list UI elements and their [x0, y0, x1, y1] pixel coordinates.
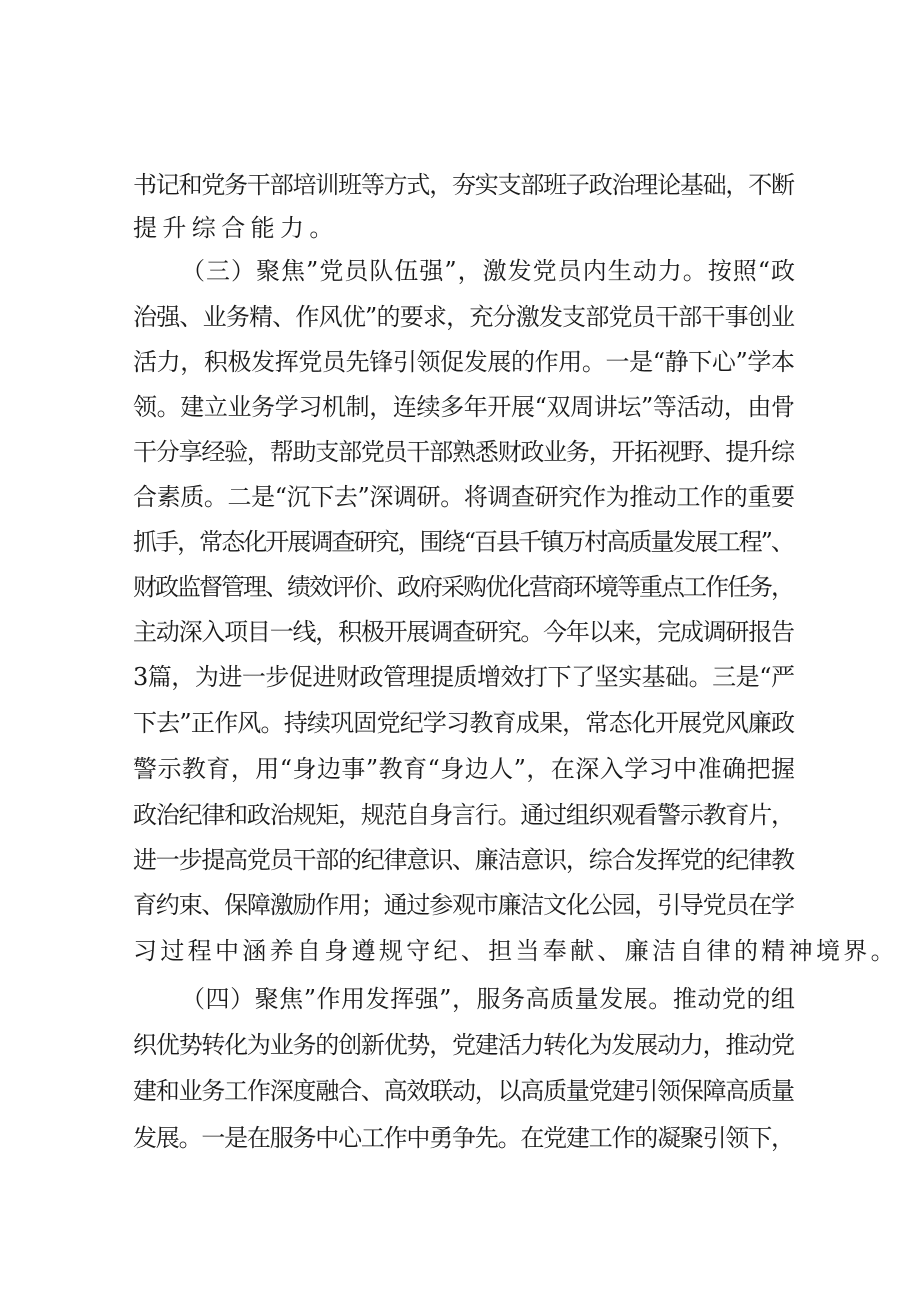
line-text: 下去”正作风。持续巩固党纪学习教育成果，常态化开展党风廉政 [133, 709, 795, 737]
line-text: 3篇，为进一步促进财政管理提质增效打下了坚实基础。三是“严 [133, 663, 795, 691]
line-text: 财政监督管理、绩效评价、政府采购优化营商环境等重点工作任务， [133, 573, 793, 601]
line-text: 干分享经验，帮助支部党员干部熟悉财政业务，开拓视野、提升综 [133, 438, 794, 466]
line-text: 警示教育，用“身边事”教育“身边人”，在深入学习中准确把握 [133, 755, 796, 783]
line-text: 抓手，常态化开展调查研究，围绕“百县千镇万村高质量发展工程”、 [133, 528, 794, 556]
line-text: 政治纪律和政治规矩，规范自身言行。通过组织观看警示教育片， [133, 801, 794, 829]
line-text: 主动深入项目一线，积极开展调查研究。今年以来，完成调研报告 [133, 618, 794, 646]
line-text: 发展。一是在服务中心工作中勇争先。在党建工作的凝聚引领下， [133, 1124, 794, 1152]
line-text: （四）聚焦”作用发挥强”，服务高质量发展。推动党的组 [181, 985, 796, 1013]
line-text: 书记和党务干部培训班等方式，夯实支部班子政治理论基础，不断 [133, 171, 794, 199]
line-text: 提升综合能力。 [133, 214, 339, 242]
line-text: 建和业务工作深度融合、高效联动，以高质量党建引领保障高质量 [133, 1077, 794, 1105]
line-text: 织优势转化为业务的创新优势，党建活力转化为发展动力，推动党 [133, 1031, 794, 1059]
line-text: 进一步提高党员干部的纪律意识、廉洁意识，综合发挥党的纪律教 [133, 846, 794, 874]
line-text: 领。建立业务学习机制，连续多年开展“双周讲坛”等活动，由骨 [133, 393, 795, 421]
line-text: （三）聚焦”党员队伍强”，激发党员内生动力。按照“政 [181, 257, 797, 285]
line-text: 治强、业务精、作风优”的要求，充分激发支部党员干部干事创业 [133, 303, 795, 331]
line-text: 合素质。二是“沉下去”深调研。将调查研究作为推动工作的重要 [133, 483, 795, 511]
line-text: 活力，积极发挥党员先锋引领促发展的作用。一是“静下心”学本 [133, 348, 795, 376]
line-text: 习过程中涵养自身遵规守纪、担当奉献、廉洁自律的精神境界。 [133, 937, 898, 965]
line-text: 育约束、保障激励作用；通过参观市廉洁文化公园，引导党员在学 [133, 891, 794, 919]
